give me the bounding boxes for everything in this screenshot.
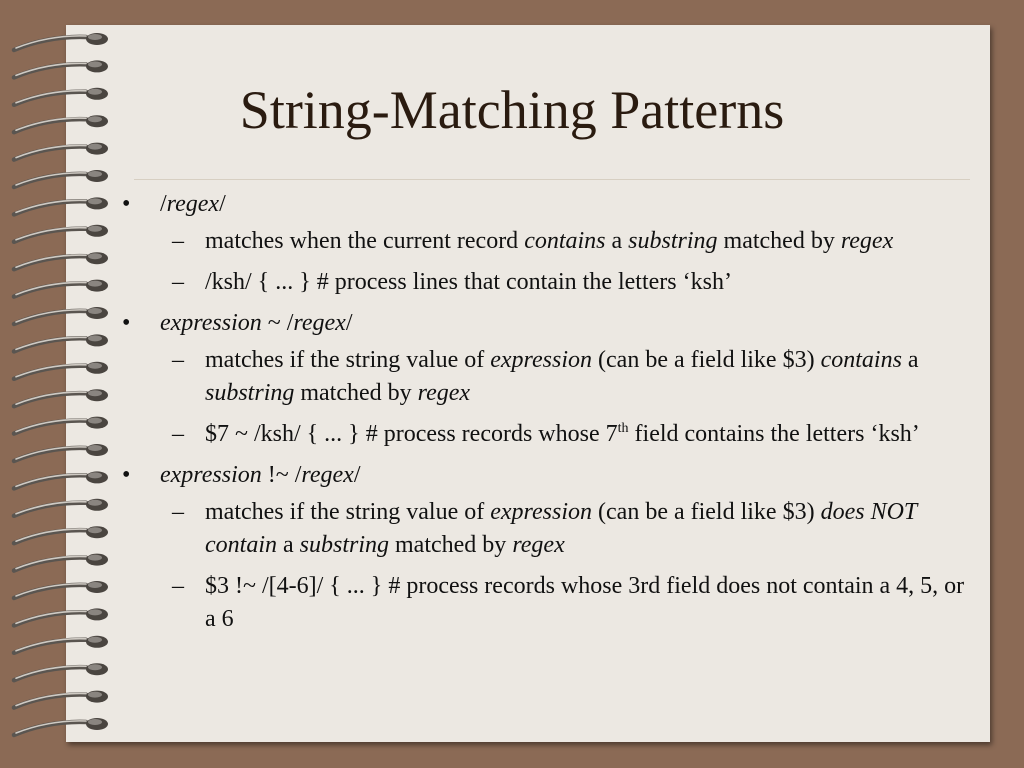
- text: /: [160, 191, 167, 217]
- spiral-hole-highlight: [88, 500, 102, 506]
- italic-term: contains: [820, 347, 902, 373]
- text: matches if the string value of: [205, 499, 491, 525]
- spiral-hole-highlight: [88, 609, 102, 615]
- dash-icon: –: [172, 228, 184, 254]
- sub-bullet-nomatch-desc: [110, 496, 980, 562]
- text: /: [219, 191, 226, 217]
- code-example: field contains the letters ‘ksh’: [628, 421, 920, 447]
- italic-term: substring: [628, 228, 718, 254]
- regex-term: regex: [166, 191, 220, 217]
- sub-bullet-match-example: [110, 418, 980, 451]
- operator: !~ /: [261, 462, 302, 488]
- text: /: [345, 310, 353, 336]
- bullet-icon: •: [122, 462, 131, 488]
- bullet-match-op: [110, 307, 980, 340]
- title-divider: [134, 179, 970, 180]
- text: a: [901, 347, 919, 373]
- text: a: [605, 228, 629, 254]
- sub-bullet-nomatch-example: [110, 570, 980, 636]
- regex-term: regex: [293, 310, 346, 336]
- bullet-icon: •: [122, 310, 131, 336]
- spiral-hole-highlight: [88, 390, 102, 396]
- text: (can be a field like $3): [592, 347, 821, 373]
- italic-term: expression: [490, 347, 593, 373]
- spiral-hole-highlight: [88, 34, 102, 40]
- code-example: $3 !~ /[4-6]/ { ... } # process records whose 3rd field does not contain a 4, 5, or a 6: [205, 573, 965, 632]
- italic-term: regex: [512, 532, 565, 558]
- code-example: $7 ~ /ksh/ { ... } # process records whose 7: [205, 421, 618, 447]
- sub-bullet-regex-desc: [110, 225, 980, 258]
- text: matched by: [294, 380, 418, 406]
- text: matches if the string value of: [205, 347, 491, 373]
- italic-term: regex: [840, 228, 894, 254]
- text: matched by: [389, 532, 513, 558]
- dash-icon: –: [172, 347, 184, 373]
- sub-bullet-match-desc: [110, 344, 980, 410]
- superscript: th: [617, 421, 629, 436]
- text: matches when the current record: [205, 228, 525, 254]
- spiral-hole-highlight: [88, 555, 102, 561]
- italic-term: substring: [205, 380, 295, 406]
- regex-term: regex: [301, 462, 354, 488]
- italic-term: substring: [299, 532, 390, 558]
- italic-term: does NOT contain: [205, 499, 917, 558]
- spiral-hole-highlight: [88, 335, 102, 341]
- spiral-hole-highlight: [88, 582, 102, 588]
- italic-term: expression: [160, 310, 262, 336]
- slide-title: String-Matching Patterns: [239, 80, 785, 140]
- dash-icon: –: [172, 573, 184, 599]
- italic-term: contains: [524, 228, 606, 254]
- spiral-hole-highlight: [88, 664, 102, 670]
- operator: ~ /: [261, 310, 294, 336]
- spiral-hole-highlight: [88, 692, 102, 698]
- text: (can be a field like $3): [592, 499, 821, 525]
- spiral-hole-highlight: [88, 144, 102, 150]
- spiral-hole-highlight: [88, 281, 102, 287]
- italic-term: expression: [490, 499, 593, 525]
- spiral-hole-highlight: [88, 61, 102, 67]
- spiral-hole-highlight: [88, 198, 102, 204]
- spiral-hole-highlight: [88, 472, 102, 478]
- spiral-hole-highlight: [88, 445, 102, 451]
- italic-term: regex: [417, 380, 471, 406]
- spiral-hole-highlight: [88, 253, 102, 259]
- dash-icon: –: [172, 269, 184, 295]
- dash-icon: –: [172, 499, 184, 525]
- spiral-hole-highlight: [88, 226, 102, 232]
- bullet-regex: [110, 188, 980, 221]
- text: matched by: [717, 228, 841, 254]
- code-example: /ksh/ { ... } # process lines that contain the letters ‘ksh’: [205, 269, 732, 295]
- dash-icon: –: [172, 421, 184, 447]
- bullet-icon: •: [122, 191, 131, 217]
- spiral-hole-highlight: [88, 527, 102, 533]
- spiral-hole-highlight: [88, 308, 102, 314]
- slide-content: [110, 188, 980, 644]
- spiral-hole-highlight: [88, 171, 102, 177]
- bullet-nomatch-op: [110, 459, 980, 492]
- spiral-hole-highlight: [88, 637, 102, 643]
- text: /: [353, 462, 361, 488]
- sub-bullet-regex-example: [110, 266, 980, 299]
- italic-term: expression: [160, 462, 262, 488]
- spiral-hole-highlight: [88, 719, 102, 725]
- spiral-hole-highlight: [88, 363, 102, 369]
- spiral-hole-highlight: [88, 418, 102, 424]
- text: a: [277, 532, 300, 558]
